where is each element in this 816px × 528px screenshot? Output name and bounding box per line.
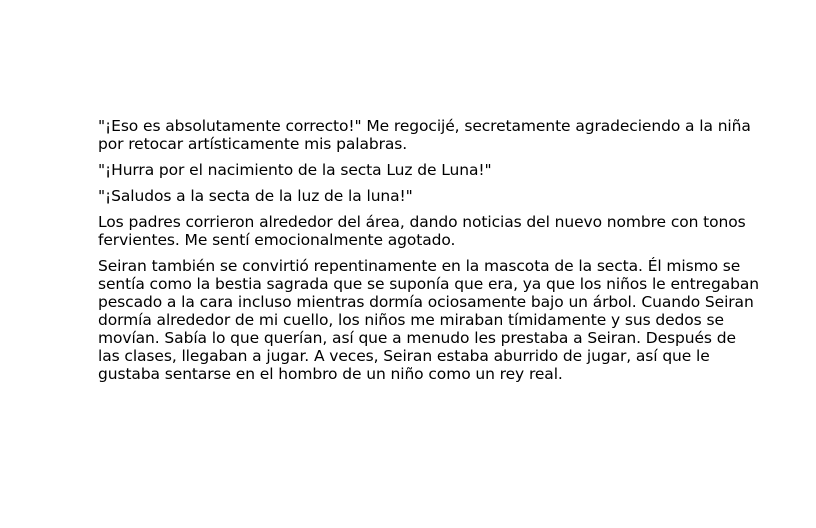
paragraph-3: "¡Saludos a la secta de la luz de la luna!" [98,187,413,205]
document-body [98,117,760,391]
paragraph-1: "¡Eso es absolutamente correcto!" Me regocijé, secretamente agradeciendo a la niña por retocar artísticamente mis palabras. [98,117,751,153]
paragraph-5: Seiran también se convirtió repentinamente en la mascota de la secta. Él mismo se sentía como la bestia sagrada que se suponía que era, ya que los niños le entregaban pescado a la cara incluso mientras dormía ociosamente bajo un árbol. Cuando Seiran dormía alrededor de mi cuello, los niños me miraban tímidamente y sus dedos se movían. Sabía lo que querían, así que a menudo les prestaba a Seiran. Después de las clases, llegaban a jugar. A veces, Seiran estaba aburrido de jugar, así que le gustaba sentarse en el hombro de un niño como un rey real. [98,257,759,383]
paragraph-4: Los padres corrieron alrededor del área, dando noticias del nuevo nombre con tonos fervientes. Me sentí emocionalmente agotado. [98,213,746,249]
paragraph-2: "¡Hurra por el nacimiento de la secta Luz de Luna!" [98,161,492,179]
